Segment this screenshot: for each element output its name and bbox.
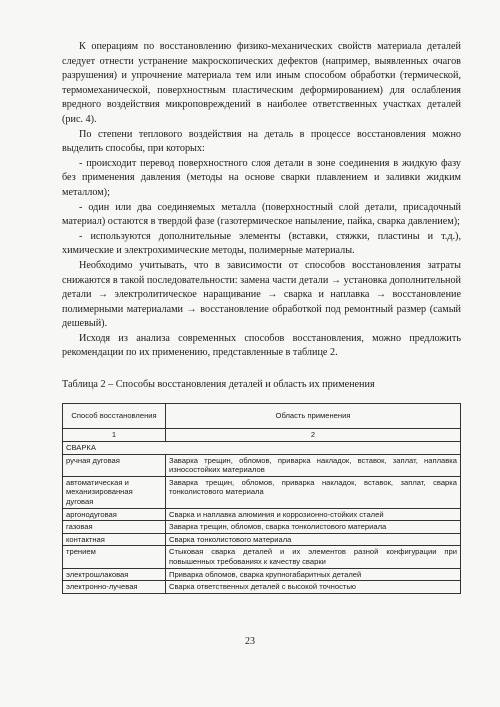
header-method: Способ восстановления: [63, 404, 166, 429]
page-number: 23: [245, 636, 255, 647]
method-cell: аргонодуговая: [63, 508, 166, 521]
section-row: [63, 441, 461, 454]
method-cell: электронно-лучевая: [63, 581, 166, 594]
paragraph-cost-sequence: Необходимо учитывать, что в зависимости от способов восстановления затраты снижаются в такой последовательности: замена части детали → установка дополнительной детали → электролитическое наращивание → сварка и наплавка → восстановление полимерными материалами → восстановление обработкой под ремонтный размер (самый дешевый).: [62, 259, 461, 330]
list-item-liquid-phase: - происходит перевод поверхностного слоя детали в зоне соединения в жидкую фазу без применения давления (методы на основе сварки плавлением и заливки жидким металлом);: [62, 157, 461, 198]
table-row: [63, 581, 461, 594]
paragraph-recommendations: Исходя из анализа современных способов восстановления, можно предложить рекомендации по их применению, представленные в таблице 2.: [62, 332, 461, 359]
method-cell: трением: [63, 546, 166, 568]
paragraph-thermal-effect: По степени теплового воздействия на деталь в процессе восстановления можно выделить способы, при которых:: [62, 128, 461, 155]
method-cell: контактная: [63, 533, 166, 546]
method-cell: автоматическая и механизированная дуговая: [63, 476, 166, 508]
body-text: [62, 40, 461, 361]
area-cell: Заварка трещин, обломов, сварка тонколистового материала: [166, 521, 461, 534]
column-number: 2: [166, 429, 461, 442]
area-cell: Приварка обломов, сварка крупногабаритных деталей: [166, 568, 461, 581]
table-row: [63, 533, 461, 546]
header-area: Область применения: [166, 404, 461, 429]
area-cell: Сварка и наплавка алюминия и коррозионно-стойких сталей: [166, 508, 461, 521]
restoration-methods-table: [62, 403, 461, 594]
paragraph-intro: К операциям по восстановлению физико-механических свойств материала деталей следует отнести устранение макроскопических дефектов (например, выявленных очагов разрушения) и упрочнение материала тем или иным способом обработки (термической, термомеханической, поверхностным пластическим деформированием) для ослабления вредного воздействия микроповреждений в наиболее ответственных участках деталей (рис. 4).: [62, 41, 461, 125]
table-row: [63, 454, 461, 476]
list-item-solid-phase: - один или два соединяемых металла (поверхностный слой детали, присадочный материал) остаются в твердой фазе (газотермическое напыление, пайка, сварка давлением);: [62, 201, 461, 228]
area-cell: Заварка трещин, обломов, приварка накладок, вставок, заплат, сварка тонколистового материала: [166, 476, 461, 508]
table-row: [63, 476, 461, 508]
column-number: 1: [63, 429, 166, 442]
area-cell: Заварка трещин, обломов, приварка накладок, вставок, заплат, наплавка износостойких материалов: [166, 454, 461, 476]
column-number-row: [63, 429, 461, 442]
list-item-additional-elements: - используются дополнительные элементы (вставки, стяжки, пластины и т.д.), химические и электрохимические методы, полимерные материалы.: [62, 230, 461, 257]
method-cell: ручная дуговая: [63, 454, 166, 476]
area-cell: Сварка тонколистового материала: [166, 533, 461, 546]
table-row: [63, 546, 461, 568]
table-row: [63, 521, 461, 534]
table-header-row: [63, 404, 461, 429]
area-cell: Сварка ответственных деталей с высокой точностью: [166, 581, 461, 594]
area-cell: Стыковая сварка деталей и их элементов разной конфигурации при повышенных требованиях к качеству сварки: [166, 546, 461, 568]
section-label: СВАРКА: [63, 441, 461, 454]
table-caption: Таблица 2 – Способы восстановления деталей и область их применения: [62, 379, 375, 390]
method-cell: газовая: [63, 521, 166, 534]
table-row: [63, 568, 461, 581]
table-row: [63, 508, 461, 521]
method-cell: электрошлаковая: [63, 568, 166, 581]
